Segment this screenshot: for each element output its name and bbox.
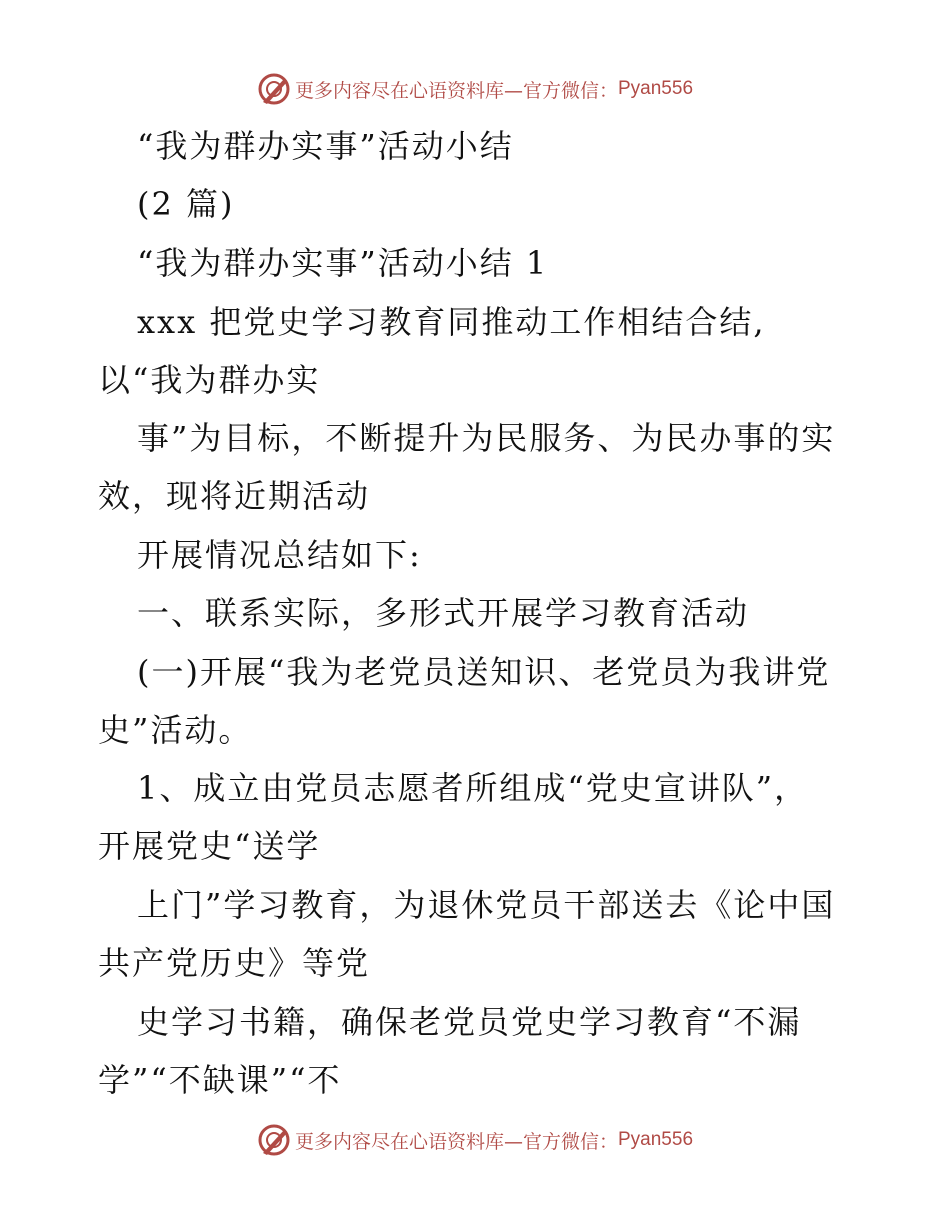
paragraph-line: 开展情况总结如下: (137, 536, 422, 574)
paragraph-line: 开展党史“送学 (98, 827, 321, 865)
paragraph-line: (一)开展“我为老党员送知识、老党员为我讲党 (137, 653, 831, 691)
brand-logo-icon (257, 1123, 291, 1157)
watermark-text: 更多内容尽在心语资料库—官方微信： (294, 79, 618, 102)
document-subtitle: (2 篇) (137, 185, 235, 223)
watermark-id: Pyan556 (618, 78, 694, 99)
heading-line: 一、联系实际，多形式开展学习教育活动 (137, 594, 750, 632)
paragraph-line: 效，现将近期活动 (98, 477, 371, 515)
paragraph-line: 以“我为群办实 (98, 361, 321, 399)
footer-watermark (0, 1123, 950, 1157)
paragraph-line: 事”为目标，不断提升为民服务、为民办事的实 (137, 419, 836, 457)
paragraph-line: 共产党历史》等党 (98, 944, 371, 982)
section-title: “我为群办实事”活动小结 1 (137, 244, 549, 282)
watermark-id: Pyan556 (618, 1129, 694, 1150)
paragraph-line: 1、成立由党员志愿者所组成“党史宣讲队”， (137, 769, 809, 807)
document-title: “我为群办实事”活动小结 (137, 127, 514, 165)
paragraph-line: 史学习书籍，确保老党员党史学习教育“不漏 (137, 1003, 802, 1041)
paragraph-line: xxx 把党史学习教育同推动工作相结合结, (137, 303, 766, 341)
watermark-text: 更多内容尽在心语资料库—官方微信： (294, 1130, 618, 1153)
paragraph-line: 史”活动。 (98, 711, 253, 749)
paragraph-line: 学”“不缺课”“不 (98, 1061, 342, 1099)
paragraph-line: 上门”学习教育，为退休党员干部送去《论中国 (137, 886, 836, 924)
